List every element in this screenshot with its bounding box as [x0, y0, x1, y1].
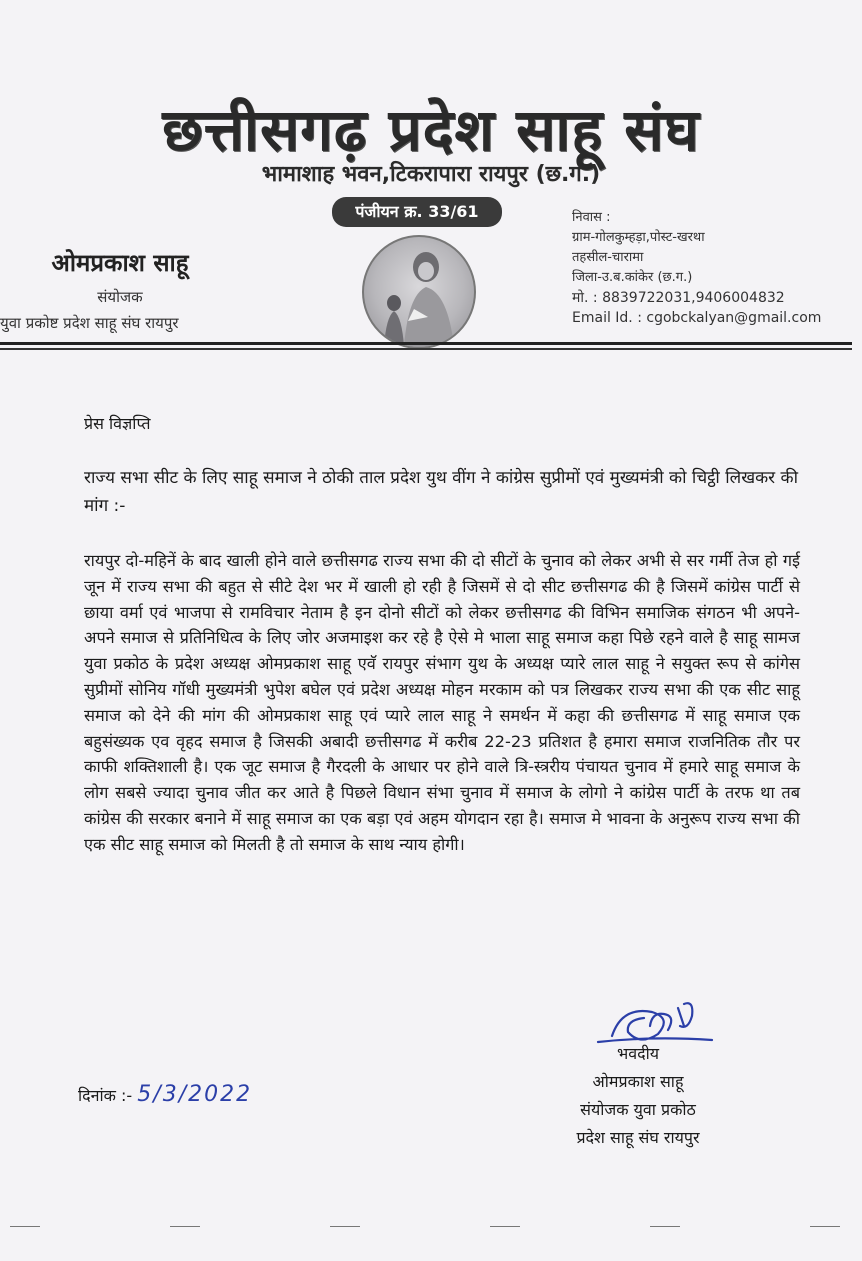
bottom-scan-mark: [650, 1226, 680, 1227]
sender-role: संयोजक: [97, 288, 143, 306]
header-divider-secondary: [0, 348, 852, 350]
signatory-org: प्रदेश साहू संघ रायपुर: [576, 1128, 700, 1147]
residence-label: निवास :: [572, 210, 611, 225]
bottom-scan-mark: [810, 1226, 840, 1227]
sender-name: ओमप्रकाश साहू: [51, 248, 189, 277]
date-value: 5/3/2022: [137, 1082, 253, 1107]
sender-org: युवा प्रकोष्ट प्रदेश साहू संघ रायपुर: [0, 314, 179, 332]
contact-email: Email Id. : cgobckalyan@gmail.com: [572, 310, 822, 326]
emblem-portrait-icon: [362, 235, 476, 349]
bottom-scan-mark: [330, 1226, 360, 1227]
residence-contact: [572, 208, 852, 328]
letter-headline: राज्य सभा सीट के लिए साहू समाज ने ठोकी ताल प्रदेश युथ वींग ने कांग्रेस सुप्रीमों एवं मुख्यमंत्री को चिट्ठी लिखकर की मांग :-: [84, 468, 798, 516]
bottom-scan-mark: [170, 1226, 200, 1227]
press-release-label: प्रेस विज्ञप्ति: [84, 414, 151, 433]
signature-block: [538, 1040, 738, 1152]
sender-contact: [0, 246, 240, 333]
signatory-role: संयोजक युवा प्रकोठ: [580, 1100, 696, 1119]
letter-body: रायपुर दो-महिनें के बाद खाली होने वाले छत्तीसगढ राज्य सभा की दो सीटों के चुनाव को लेकर अभी से सर गर्मी तेज हो गई जून में राज्य सभा की बहुत से सीटे देश भर में खाली हो रही है जिसमें से दो सीट छत्तीसगढ की है जिसमें कांग्रेस पार्टी से छाया वर्मा एवं भाजपा से रामविचार नेताम है इन दोनो सीटों को लेकर छत्तीसगढ की विभिन समाजिक संगठन भी अपने-अपने समाज से प्रतिनिधित्व के लिए जोर अजमाइश कर रहे है ऐसे मे भाला साहू समाज कहा पिछे रहने वाले है साहू सामज युवा प्रकोठ के प्रदेश अध्यक्ष ओमप्रकाश साहू एवॅ रायपुर संभाग युथ के अध्यक्ष प्यारे लाल साहू ने सयुक्त रूप से कांगेस सुप्रीमों सोनिय गॉधी मुख्यमंत्री भुपेश बघेल एवं प्रदेश अध्यक्ष मोहन मरकाम को पत्र लिखकर राज्य सभा की एक सीट साहू समाज को देने की मांग की ओमप्रकाश साहू एवं प्यारे लाल साहू ने समर्थन में कहा की छत्तीसगढ में साहू समाज एक बहुसंख्यक एव वृहद समाज है जिसकी अबादी छत्तीसगढ में करीब 22-23 प्रतिशत है हमारा समाज राजनितिक तौर पर काफी शक्तिशाली है। एक जूट समाज है गैरदली के आधार पर होने वाले त्रि-स्त्ररीय पंचायत चुनाव में हमारे साहू समाज के लोग सबसे ज्यादा चुनाव जीत कर आते है पिछले विधान संभा चुनाव में समाज के लोगो ने कांग्रेस पार्टी के तरफ था तब कांग्रेस की सरकार बनाने में साहू समाज का एक बड़ा एवं अहम योगदान रहा है। समाज मे भावना के अनुरूप राज्य सभा की एक सीट साहू समाज को मिलती है तो समाज के साथ न्याय होगी।: [84, 551, 800, 854]
residence-village: ग्राम-गोलकुम्हड़ा,पोस्ट-खरथा: [572, 230, 705, 245]
contact-phone: मो. : 8839722031,9406004832: [572, 290, 785, 306]
signatory-name: ओमप्रकाश साहू: [592, 1072, 684, 1091]
org-title: छत्तीसगढ़ प्रदेश साहू संघ: [162, 96, 700, 164]
header-divider: [0, 342, 852, 345]
bottom-scan-mark: [10, 1226, 40, 1227]
registration-badge: पंजीयन क्र. 33/61: [332, 197, 502, 227]
org-address: भामाशाह भवन,टिकरापारा रायपुर (छ.ग.): [261, 162, 601, 187]
residence-district: जिला-उ.ब.कांकेर (छ.ग.): [572, 270, 693, 285]
residence-tehsil: तहसील-चारामा: [572, 250, 644, 265]
date-label: दिनांक :-: [78, 1086, 133, 1105]
date-line: [78, 1082, 252, 1107]
bottom-scan-mark: [490, 1226, 520, 1227]
closing-word: भवदीय: [616, 1044, 660, 1063]
